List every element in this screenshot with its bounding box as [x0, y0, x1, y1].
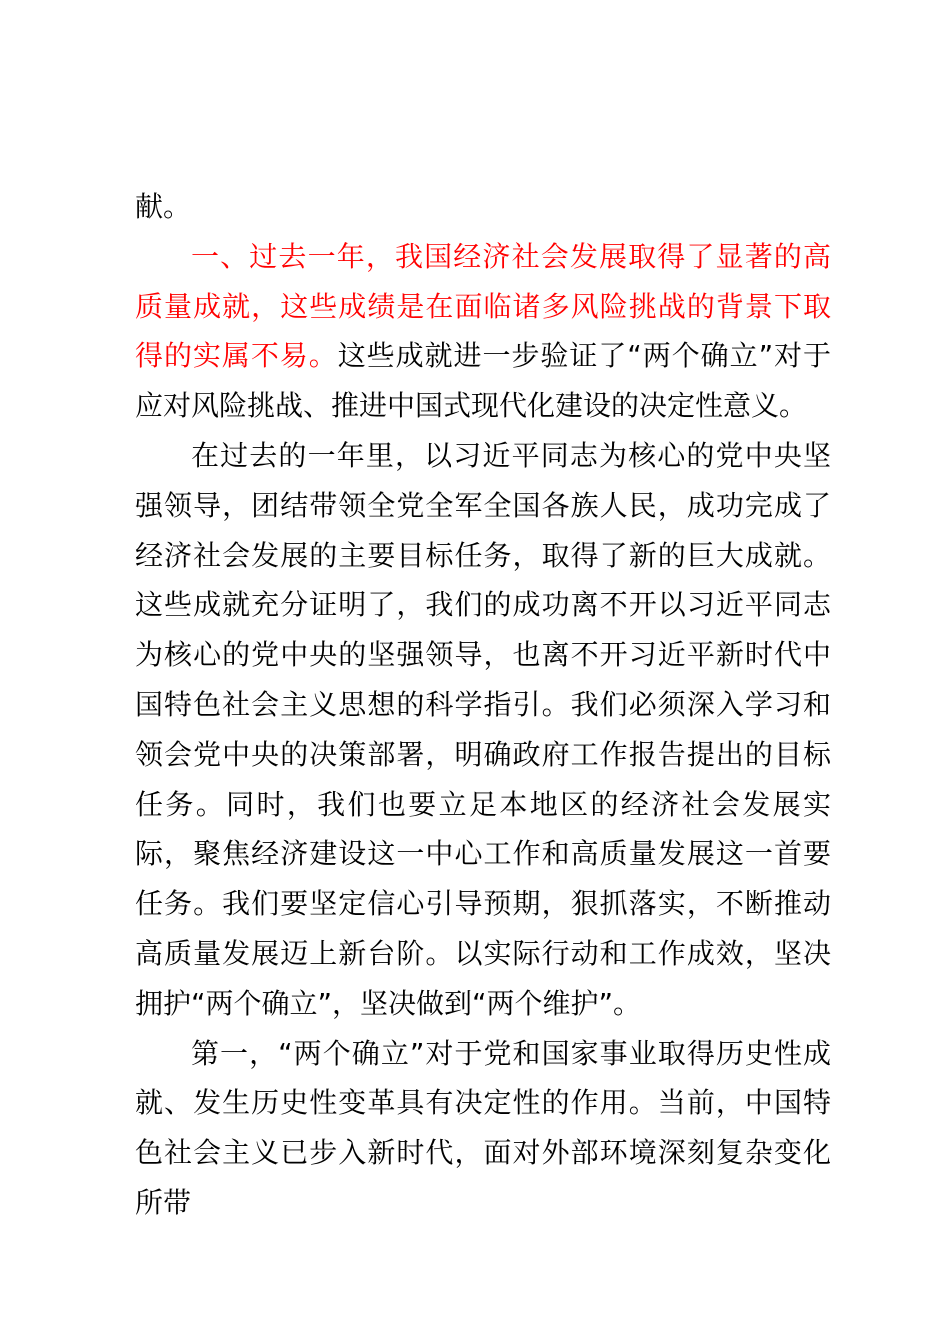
paragraph-text: 在过去的一年里，以习近平同志为核心的党中央坚强领导，团结带领全党全军全国各族人民，成功完成了经济社会发展的主要目标任务，取得了新的巨大成就。这些成就充分证明了，我们的成功离不开以习近平同志为核心的党中央的坚强领导，也离不开习近平新时代中国特色社会主义思想的科学指引。我们必须深入学习和领会党中央的决策部署，明确政府工作报告提出的目标任务。同时，我们也要立足本地区的经济社会发展实际，聚焦经济建设这一中心工作和高质量发展这一首要任务。我们要坚定信心引导预期，狠抓落实，不断推动高质量发展迈上新台阶。以实际行动和工作成效，坚决拥护“两个确立”，坚决做到“两个维护”。 — [135, 438, 831, 1020]
paragraph-text: 第一，“两个确立”对于党和国家事业取得历史性成就、发生历史性变革具有决定性的作用。当前，中国特色社会主义已步入新时代，面对外部环境深刻复杂变化所带 — [135, 1036, 831, 1219]
paragraph-section-heading — [135, 232, 831, 431]
paragraph-body — [135, 431, 831, 1029]
section-heading-highlight: 一、过去一年，我国经济社会发展取得了显著的高质量成就，这些成绩是在面临诸多风险挑战的背景下取得的实属不易。 — [135, 239, 831, 373]
paragraph-continuation — [135, 182, 831, 232]
paragraph-text: 这些成就进一步验证了“两个确立”对于应对风险挑战、推进中国式现代化建设的决定性意义。 — [135, 339, 831, 423]
document-body — [135, 182, 831, 1228]
paragraph-text: 献。 — [135, 190, 192, 223]
paragraph-first-point — [135, 1029, 831, 1228]
